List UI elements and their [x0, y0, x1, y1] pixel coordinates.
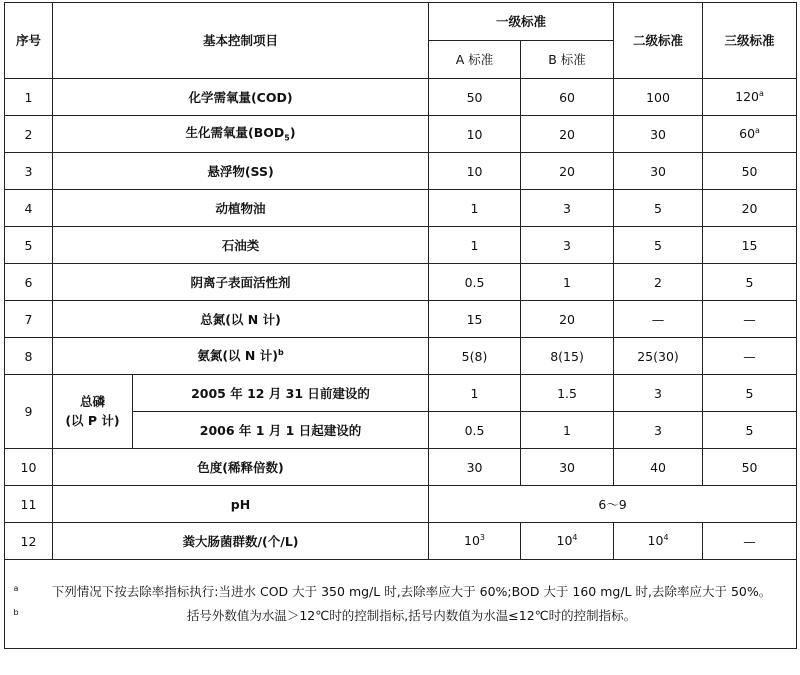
row-item: 化学需氧量(COD): [53, 79, 429, 116]
table-row: [5, 486, 797, 523]
header-b: B 标准: [521, 41, 614, 79]
item-main: 氨氮(以 N 计): [197, 348, 278, 364]
cell-a: [429, 523, 521, 560]
row-group-label: [53, 375, 133, 449]
cell-a: 5(8): [429, 338, 521, 375]
cell-b: 1: [521, 264, 614, 301]
cell-level2: 30: [614, 153, 703, 190]
cell-level3: 5: [703, 375, 797, 412]
row-no: 8: [5, 338, 53, 375]
cell-a: 1: [429, 227, 521, 264]
cell-level3: [703, 79, 797, 116]
cell-a: 30: [429, 449, 521, 486]
value-base: 10: [556, 533, 573, 549]
row-item: 粪大肠菌群数/(个/L): [53, 523, 429, 560]
row-no: 1: [5, 79, 53, 116]
row-no: 5: [5, 227, 53, 264]
table-row: [5, 449, 797, 486]
item-subscript: 5: [284, 133, 290, 143]
row-item: 色度(稀释倍数): [53, 449, 429, 486]
row-no: 7: [5, 301, 53, 338]
cell-b: 20: [521, 301, 614, 338]
cell-level2: 100: [614, 79, 703, 116]
footnote-mark: b: [277, 348, 284, 358]
cell-level3: 15: [703, 227, 797, 264]
cell-b: 8(15): [521, 338, 614, 375]
cell-level2: —: [614, 301, 703, 338]
cell-b: 3: [521, 227, 614, 264]
cell-b: 1: [521, 412, 614, 449]
row-no: 9: [5, 375, 53, 449]
table-row: [5, 116, 797, 153]
cell-level2: 5: [614, 190, 703, 227]
row-subitem: 2006 年 1 月 1 日起建设的: [133, 412, 429, 449]
table-row: [5, 227, 797, 264]
footnote-mark: a: [755, 126, 760, 136]
cell-level2: 5: [614, 227, 703, 264]
row-no: 4: [5, 190, 53, 227]
cell-level2: 25(30): [614, 338, 703, 375]
table-row: [5, 79, 797, 116]
note-mark: a: [13, 583, 19, 593]
note-text: 下列情况下按去除率指标执行:当进水 COD 大于 350 mg/L 时,去除率应大于 60%;BOD 大于 160 mg/L 时,去除率应大于 50%。: [51, 583, 772, 599]
cell-b: 20: [521, 153, 614, 190]
cell-level3: 50: [703, 449, 797, 486]
row-no: 3: [5, 153, 53, 190]
cell-level2: 30: [614, 116, 703, 153]
cell-level3: [703, 116, 797, 153]
cell-level2: 2: [614, 264, 703, 301]
cell-a: 10: [429, 116, 521, 153]
header-a: A 标准: [429, 41, 521, 79]
table-row: [5, 190, 797, 227]
header-row: [5, 3, 797, 41]
note-a: [5, 582, 796, 603]
cell-b: 30: [521, 449, 614, 486]
cell-level3: 50: [703, 153, 797, 190]
row-item: 悬浮物(SS): [53, 153, 429, 190]
table-row: [5, 375, 797, 412]
cell-level2: 40: [614, 449, 703, 486]
footnote-mark: a: [759, 89, 764, 99]
cell-b: 60: [521, 79, 614, 116]
cell-level3: 5: [703, 412, 797, 449]
cell-b: 20: [521, 116, 614, 153]
cell-a: 0.5: [429, 412, 521, 449]
value: 60: [739, 126, 756, 142]
cell-level2: 3: [614, 375, 703, 412]
row-item: [53, 116, 429, 153]
cell-level2: [614, 523, 703, 560]
row-subitem: 2005 年 12 月 31 日前建设的: [133, 375, 429, 412]
cell-a: 0.5: [429, 264, 521, 301]
note-text: 括号外数值为水温＞12℃时的控制指标,括号内数值为水温≤12℃时的控制指标。: [186, 607, 637, 623]
cell-b: 1.5: [521, 375, 614, 412]
header-no: 序号: [5, 3, 53, 79]
table-row: [5, 264, 797, 301]
value-base: 10: [647, 533, 664, 549]
cell-b: [521, 523, 614, 560]
row-no: 10: [5, 449, 53, 486]
value-exponent: 4: [572, 533, 578, 543]
table-row: [5, 153, 797, 190]
row-item: [53, 338, 429, 375]
row-item: 石油类: [53, 227, 429, 264]
value: 120: [735, 89, 759, 105]
row-item: pH: [53, 486, 429, 523]
group-label-line1: 总磷: [79, 393, 105, 409]
row-no: 6: [5, 264, 53, 301]
cell-b: 3: [521, 190, 614, 227]
item-end: ): [289, 124, 296, 140]
cell-merged-value: 6～9: [429, 486, 797, 523]
value-base: 10: [464, 533, 480, 549]
item-main: 生化需氧量(BOD: [185, 124, 285, 140]
row-item: 动植物油: [53, 190, 429, 227]
cell-level3: —: [703, 523, 797, 560]
header-item: 基本控制项目: [53, 3, 429, 79]
cell-a: 15: [429, 301, 521, 338]
cell-level3: 20: [703, 190, 797, 227]
cell-level2: 3: [614, 412, 703, 449]
value-exponent: 4: [663, 533, 669, 543]
header-level3: 三级标准: [703, 3, 797, 79]
row-item: 阴离子表面活性剂: [53, 264, 429, 301]
cell-level3: —: [703, 338, 797, 375]
table-row: [5, 523, 797, 560]
table-row: [5, 338, 797, 375]
cell-a: 10: [429, 153, 521, 190]
table-row: [5, 301, 797, 338]
note-mark: b: [13, 607, 19, 617]
value-exponent: 3: [479, 533, 486, 543]
standards-table: [4, 2, 797, 649]
cell-level3: —: [703, 301, 797, 338]
group-label-line2: (以 P 计): [65, 412, 120, 428]
notes-row: [5, 560, 797, 649]
cell-a: 1: [429, 375, 521, 412]
note-b: [5, 606, 796, 627]
row-no: 12: [5, 523, 53, 560]
header-level1: 一级标准: [429, 3, 614, 41]
row-no: 11: [5, 486, 53, 523]
notes-cell: [5, 560, 797, 649]
cell-a: 1: [429, 190, 521, 227]
header-level2: 二级标准: [614, 3, 703, 79]
cell-a: 50: [429, 79, 521, 116]
cell-level3: 5: [703, 264, 797, 301]
row-no: 2: [5, 116, 53, 153]
row-item: 总氮(以 N 计): [53, 301, 429, 338]
